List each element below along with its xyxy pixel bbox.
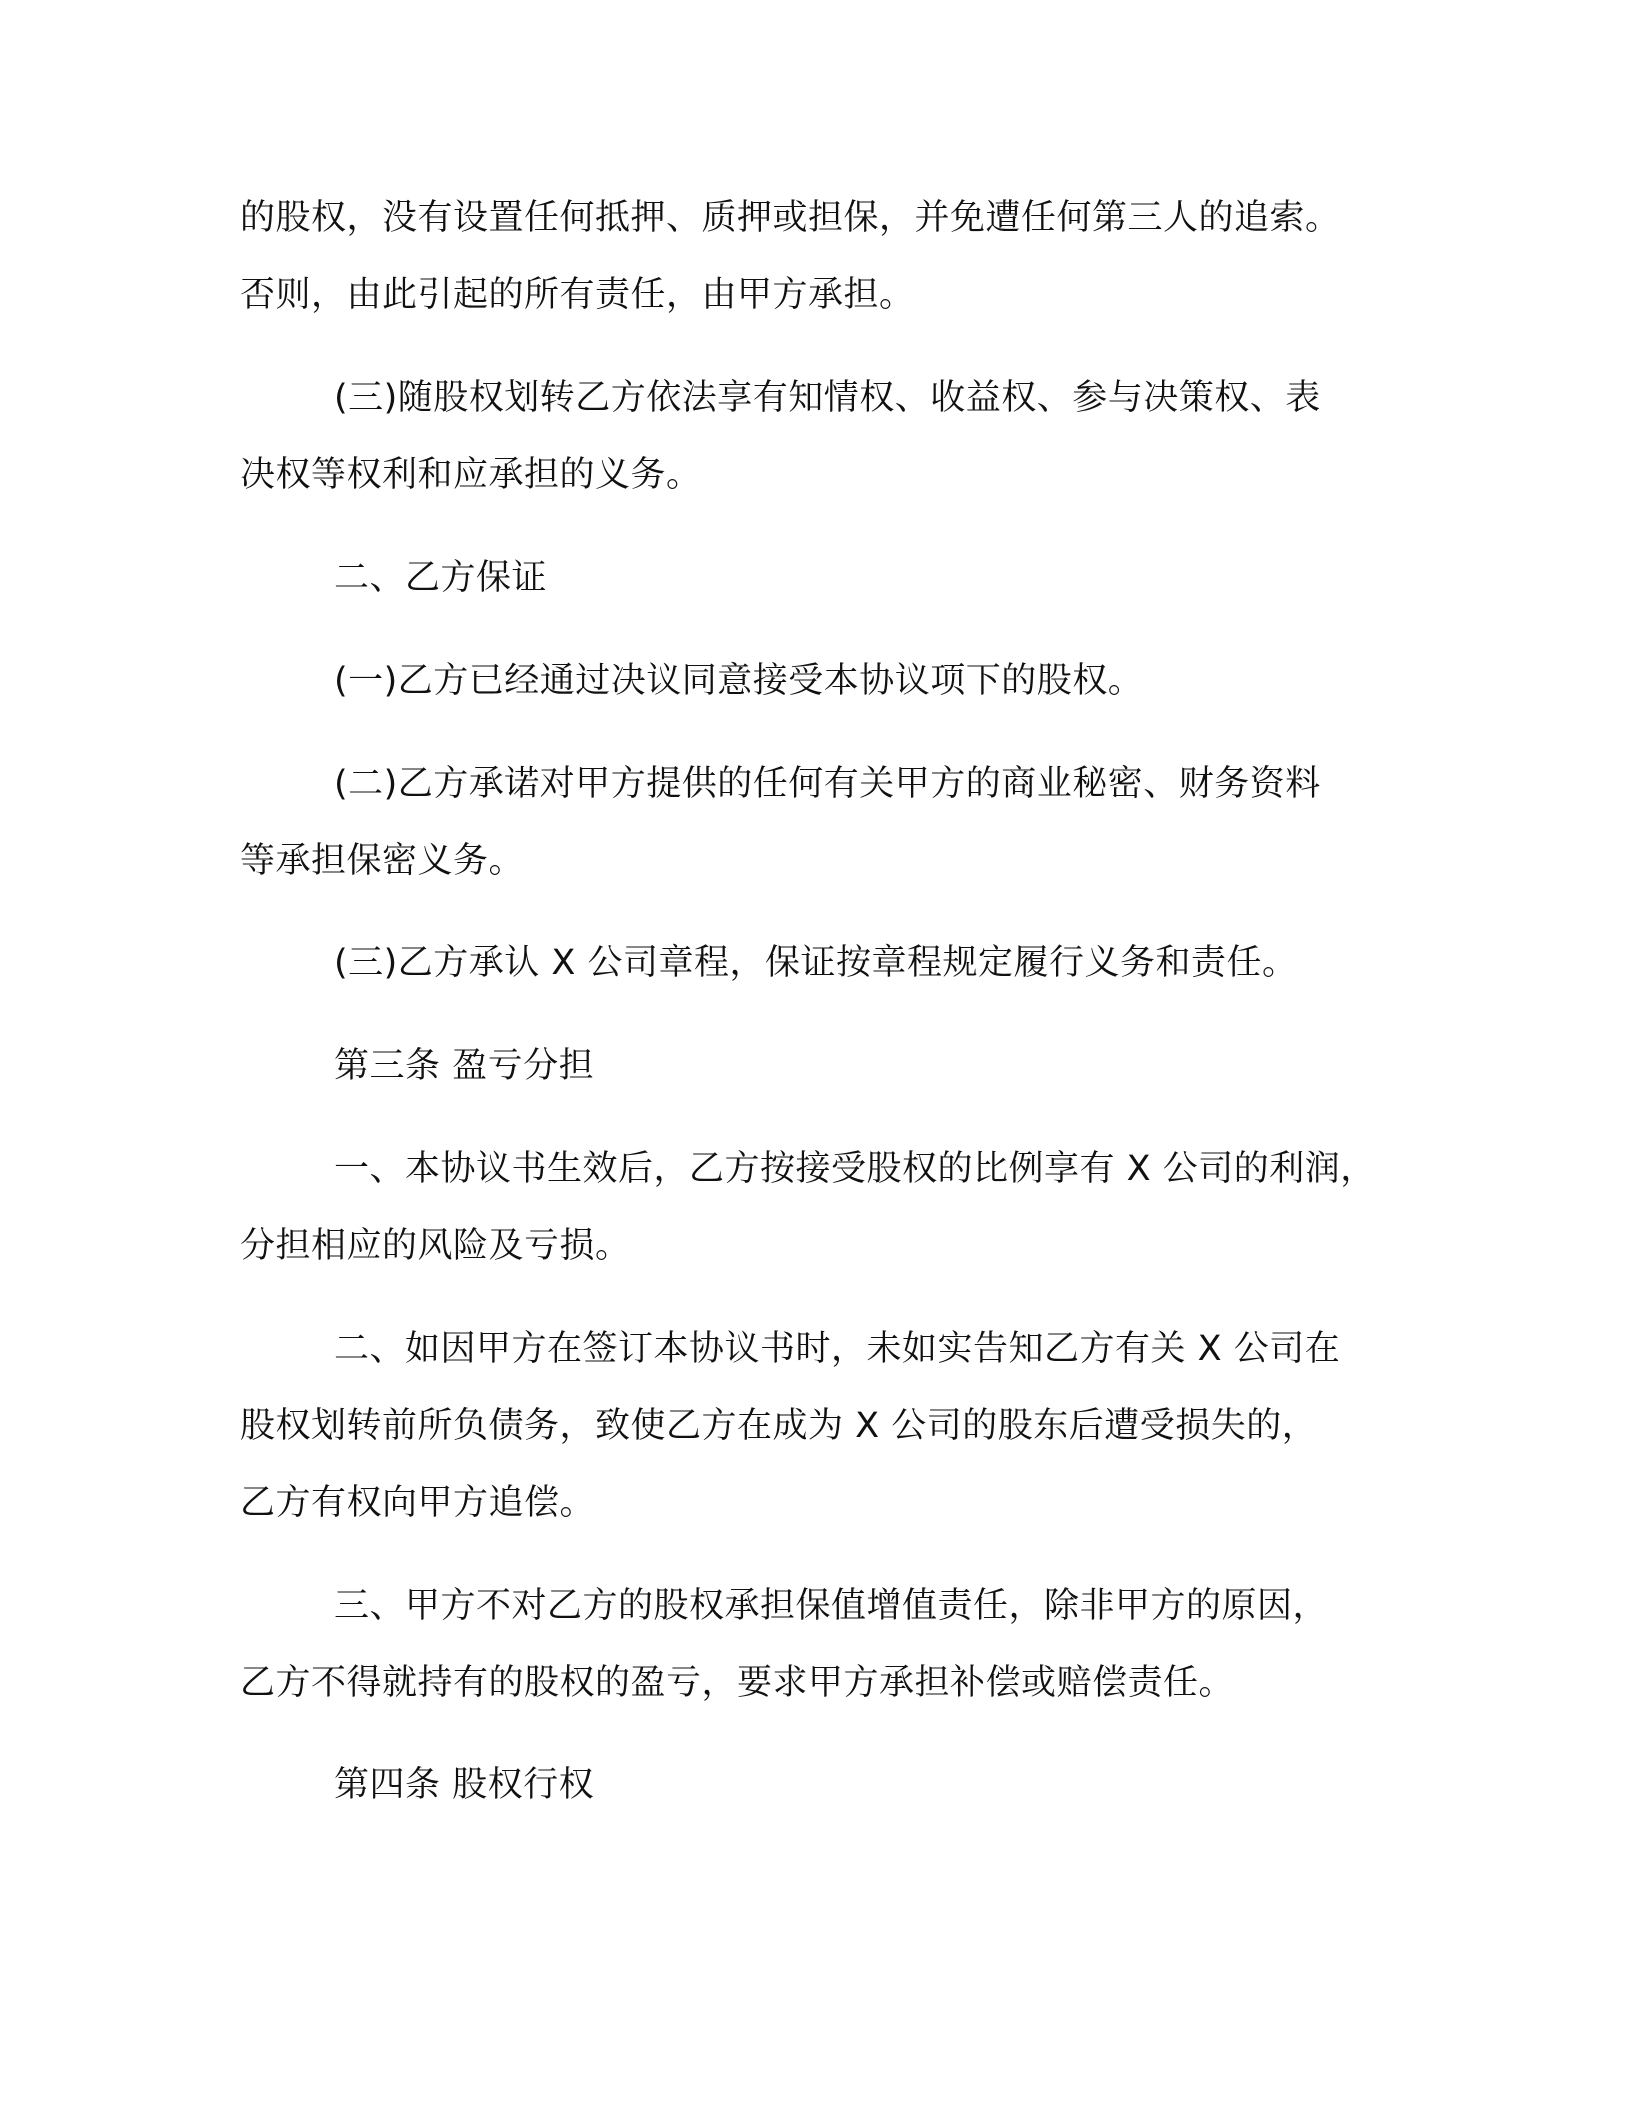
body-text-line: 决权等权利和应承担的义务。	[240, 455, 702, 495]
clause-paragraph-line: 三、甲方不对乙方的股权承担保值增值责任，除非甲方的原因，	[334, 1586, 1329, 1626]
body-text-line: 分担相应的风险及亏损。	[240, 1226, 631, 1266]
article-heading: 第四条 股权行权	[334, 1765, 595, 1805]
body-text-line: 的股权，没有设置任何抵押、质押或担保，并免遭任何第三人的追索。	[240, 198, 1341, 238]
clause-paragraph-line: (一)乙方已经通过决议同意接受本协议项下的股权。	[334, 661, 1144, 701]
body-text-line: 等承担保密义务。	[240, 841, 525, 881]
clause-paragraph-line: (三)随股权划转乙方依法享有知情权、收益权、参与决策权、表	[334, 378, 1321, 418]
article-heading: 第三条 盈亏分担	[334, 1046, 595, 1086]
clause-paragraph-line: (二)乙方承诺对甲方提供的任何有关甲方的商业秘密、财务资料	[334, 764, 1321, 804]
clause-paragraph-line: 二、如因甲方在签订本协议书时，未如实告知乙方有关 X 公司在	[334, 1329, 1341, 1369]
body-text-line: 乙方不得就持有的股权的盈亏，要求甲方承担补偿或赔偿责任。	[240, 1663, 1235, 1703]
body-text-line: 乙方有权向甲方追偿。	[240, 1483, 596, 1523]
clause-paragraph-line: (三)乙方承认 X 公司章程，保证按章程规定履行义务和责任。	[334, 943, 1298, 983]
body-text-line: 否则，由此引起的所有责任，由甲方承担。	[240, 275, 915, 315]
body-text-line: 股权划转前所负债务，致使乙方在成为 X 公司的股东后遭受损失的，	[240, 1406, 1318, 1446]
section-heading: 二、乙方保证	[334, 558, 548, 598]
clause-paragraph-line: 一、本协议书生效后，乙方按接受股权的比例享有 X 公司的利润，	[334, 1149, 1376, 1189]
